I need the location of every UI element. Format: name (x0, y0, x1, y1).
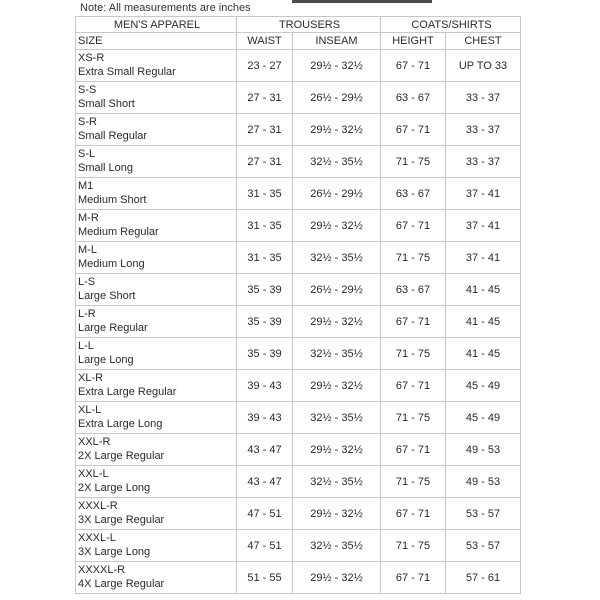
table-row (76, 146, 521, 178)
size-cell (76, 210, 237, 242)
size-description: 3X Large Long (78, 546, 151, 558)
chest-cell: 33 - 37 (446, 114, 521, 146)
table-row (76, 370, 521, 402)
waist-cell: 43 - 47 (237, 434, 293, 466)
chest-cell: 45 - 49 (446, 402, 521, 434)
chest-cell: 53 - 57 (446, 498, 521, 530)
top-decorative-strip (292, 0, 432, 3)
height-cell: 71 - 75 (381, 146, 446, 178)
chest-cell: 37 - 41 (446, 178, 521, 210)
size-code: XXXXL-R (78, 564, 126, 576)
inseam-cell: 32½ - 35½ (293, 146, 381, 178)
height-cell: 67 - 71 (381, 562, 446, 594)
header-height: HEIGHT (381, 33, 446, 50)
waist-cell: 39 - 43 (237, 402, 293, 434)
height-cell: 63 - 67 (381, 178, 446, 210)
table-row (76, 434, 521, 466)
chest-cell: 45 - 49 (446, 370, 521, 402)
chest-cell: 49 - 53 (446, 434, 521, 466)
table-row (76, 530, 521, 562)
inseam-cell: 29½ - 32½ (293, 562, 381, 594)
size-description: Medium Short (78, 194, 147, 206)
size-code: L-L (78, 340, 94, 352)
header-coats-shirts: COATS/SHIRTS (381, 17, 521, 33)
height-cell: 67 - 71 (381, 498, 446, 530)
measurement-note: Note: All measurements are inches (80, 2, 251, 14)
table-row (76, 498, 521, 530)
inseam-cell: 29½ - 32½ (293, 50, 381, 82)
size-cell (76, 562, 237, 594)
size-cell (76, 50, 237, 82)
inseam-cell: 32½ - 35½ (293, 530, 381, 562)
size-description: 2X Large Long (78, 482, 151, 494)
size-cell (76, 82, 237, 114)
header-inseam: INSEAM (293, 33, 381, 50)
height-cell: 71 - 75 (381, 338, 446, 370)
height-cell: 67 - 71 (381, 306, 446, 338)
waist-cell: 51 - 55 (237, 562, 293, 594)
height-cell: 67 - 71 (381, 50, 446, 82)
size-code: S-S (78, 84, 97, 96)
group-header-row (76, 17, 521, 33)
size-code: S-L (78, 148, 96, 160)
size-description: 2X Large Regular (78, 450, 165, 462)
inseam-cell: 26½ - 29½ (293, 274, 381, 306)
waist-cell: 27 - 31 (237, 82, 293, 114)
inseam-cell: 32½ - 35½ (293, 466, 381, 498)
size-cell (76, 370, 237, 402)
size-description: Large Short (78, 290, 136, 302)
inseam-cell: 29½ - 32½ (293, 434, 381, 466)
size-description: Small Regular (78, 130, 148, 142)
size-description: Extra Small Regular (78, 66, 176, 78)
size-cell (76, 146, 237, 178)
height-cell: 67 - 71 (381, 114, 446, 146)
size-cell (76, 434, 237, 466)
size-code: L-R (78, 308, 96, 320)
height-cell: 67 - 71 (381, 210, 446, 242)
waist-cell: 31 - 35 (237, 242, 293, 274)
size-code: M-R (78, 212, 99, 224)
size-description: Large Regular (78, 322, 148, 334)
table-row (76, 338, 521, 370)
inseam-cell: 26½ - 29½ (293, 82, 381, 114)
chest-cell: 37 - 41 (446, 210, 521, 242)
size-cell (76, 466, 237, 498)
chest-cell: 33 - 37 (446, 82, 521, 114)
table-row (76, 306, 521, 338)
size-description: Small Long (78, 162, 134, 174)
size-code: M1 (78, 180, 94, 192)
size-rows (76, 50, 521, 594)
chest-cell: 57 - 61 (446, 562, 521, 594)
chest-cell: 41 - 45 (446, 306, 521, 338)
inseam-cell: 29½ - 32½ (293, 210, 381, 242)
height-cell: 71 - 75 (381, 466, 446, 498)
height-cell: 67 - 71 (381, 434, 446, 466)
waist-cell: 39 - 43 (237, 370, 293, 402)
chest-cell: 33 - 37 (446, 146, 521, 178)
waist-cell: 35 - 39 (237, 306, 293, 338)
size-description: 3X Large Regular (78, 514, 165, 526)
size-cell (76, 530, 237, 562)
size-code: XXL-L (78, 468, 109, 480)
waist-cell: 47 - 51 (237, 530, 293, 562)
waist-cell: 27 - 31 (237, 114, 293, 146)
chest-cell: 49 - 53 (446, 466, 521, 498)
inseam-cell: 29½ - 32½ (293, 306, 381, 338)
height-cell: 71 - 75 (381, 530, 446, 562)
inseam-cell: 29½ - 32½ (293, 114, 381, 146)
header-size: SIZE (76, 33, 237, 50)
waist-cell: 27 - 31 (237, 146, 293, 178)
table-row (76, 466, 521, 498)
inseam-cell: 29½ - 32½ (293, 498, 381, 530)
header-mens-apparel: MEN'S APPAREL (76, 17, 237, 33)
height-cell: 71 - 75 (381, 402, 446, 434)
size-cell (76, 242, 237, 274)
size-description: Extra Large Regular (78, 386, 177, 398)
height-cell: 71 - 75 (381, 242, 446, 274)
chest-cell: 41 - 45 (446, 338, 521, 370)
size-cell (76, 498, 237, 530)
size-code: XL-L (78, 404, 102, 416)
waist-cell: 31 - 35 (237, 178, 293, 210)
table-row (76, 82, 521, 114)
chest-cell: 37 - 41 (446, 242, 521, 274)
size-code: XXXL-R (78, 500, 118, 512)
size-cell (76, 338, 237, 370)
header-waist: WAIST (237, 33, 293, 50)
size-cell (76, 402, 237, 434)
inseam-cell: 26½ - 29½ (293, 178, 381, 210)
size-description: Medium Regular (78, 226, 159, 238)
size-description: Small Short (78, 98, 135, 110)
table-row (76, 242, 521, 274)
waist-cell: 35 - 39 (237, 338, 293, 370)
header-trousers: TROUSERS (237, 17, 381, 33)
table-row (76, 562, 521, 594)
size-code: XXXL-L (78, 532, 116, 544)
header-chest: CHEST (446, 33, 521, 50)
table-row (76, 178, 521, 210)
size-description: Extra Large Long (78, 418, 163, 430)
table-row (76, 50, 521, 82)
size-chart-table (75, 16, 521, 594)
column-header-row (76, 33, 521, 50)
size-code: XXL-R (78, 436, 111, 448)
height-cell: 63 - 67 (381, 82, 446, 114)
chest-cell: 53 - 57 (446, 530, 521, 562)
size-cell (76, 306, 237, 338)
height-cell: 67 - 71 (381, 370, 446, 402)
waist-cell: 43 - 47 (237, 466, 293, 498)
size-description: Medium Long (78, 258, 145, 270)
waist-cell: 47 - 51 (237, 498, 293, 530)
size-code: XS-R (78, 52, 105, 64)
size-cell (76, 178, 237, 210)
size-description: 4X Large Regular (78, 578, 165, 590)
size-description: Large Long (78, 354, 134, 366)
inseam-cell: 32½ - 35½ (293, 338, 381, 370)
inseam-cell: 32½ - 35½ (293, 242, 381, 274)
table-row (76, 274, 521, 306)
size-cell (76, 114, 237, 146)
chest-cell: UP TO 33 (446, 50, 521, 82)
size-code: M-L (78, 244, 97, 256)
waist-cell: 31 - 35 (237, 210, 293, 242)
inseam-cell: 32½ - 35½ (293, 402, 381, 434)
table-row (76, 402, 521, 434)
size-code: XL-R (78, 372, 104, 384)
chest-cell: 41 - 45 (446, 274, 521, 306)
size-cell (76, 274, 237, 306)
inseam-cell: 29½ - 32½ (293, 370, 381, 402)
waist-cell: 23 - 27 (237, 50, 293, 82)
table-row (76, 210, 521, 242)
table-row (76, 114, 521, 146)
size-code: S-R (78, 116, 97, 128)
height-cell: 63 - 67 (381, 274, 446, 306)
waist-cell: 35 - 39 (237, 274, 293, 306)
size-code: L-S (78, 276, 96, 288)
